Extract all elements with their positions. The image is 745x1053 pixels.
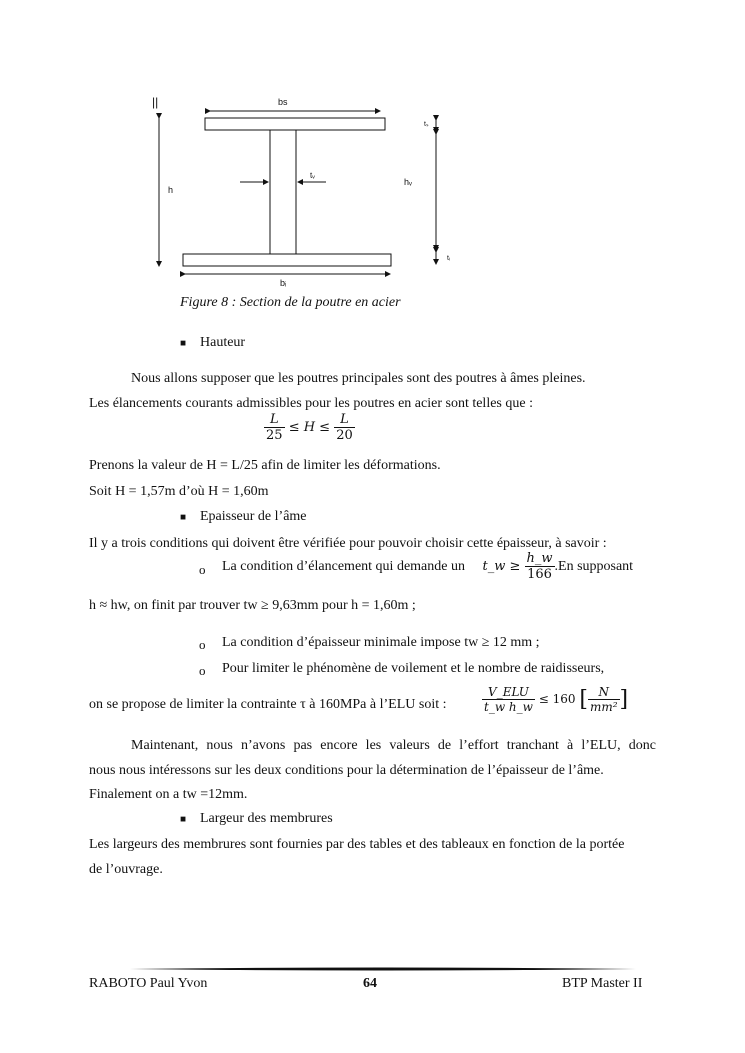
cond1-lhs: t_w ≥ [482,559,521,574]
eq1-den-right: 20 [336,428,353,443]
paragraph-6: h ≈ hw, on finit par trouver tw ≥ 9,63mm pour h = 1,60m ; [89,598,416,613]
footer-author: RABOTO Paul Yvon [89,976,208,991]
h-label: h [168,185,174,195]
circle-bullet-icon: o [199,663,206,678]
top-flange [205,118,385,130]
eq2-unit-num: N [588,686,620,700]
heading-largeur: Largeur des membrures [200,811,333,826]
circle-bullet-icon: o [199,637,206,652]
condition-1 [222,552,633,581]
paragraph-8a: Maintenant, nous n’avons pas encore les valeurs de l’effort tranchant à l’ELU, donc [131,738,656,753]
tw-label: tᵥ [310,171,315,180]
corner-mark: || [152,95,159,109]
eq2-num: V_ELU [482,686,535,700]
paragraph-4: Soit H = 1,57m d’où H = 1,60m [89,484,269,499]
paragraph-1: Nous allons supposer que les poutres principales sont des poutres à âmes pleines. [131,371,586,386]
footer-page-number: 64 [363,976,377,991]
beam-section-figure [150,92,450,292]
condition-1-math [482,552,554,581]
square-bullet-icon: ■ [180,512,187,523]
condition-1-tail: .En supposant [554,558,634,574]
paragraph-9: Finalement on a tw =12mm. [89,787,248,802]
ti-label: tᵢ [446,255,450,262]
paragraph-10a: Les largeurs des membrures sont fournies par des tables et des tableaux en fonction de la portée [89,837,625,852]
eq2-den: t_w h_w [484,700,533,714]
condition-3: Pour limiter le phénomène de voilement et le nombre de raidisseurs, [222,661,605,676]
condition-2: La condition d’épaisseur minimale impose tw ≥ 12 mm ; [222,635,540,650]
paragraph-2: Les élancements courants admissibles pour les poutres en acier sont telles que : [89,396,533,411]
equation-slenderness [264,413,355,442]
cond1-den: 166 [527,567,552,582]
bottom-flange [183,254,391,266]
eq2-rel: ≤ 160 [538,692,576,706]
paragraph-3: Prenons la valeur de H = L/25 afin de limiter les déformations. [89,458,441,473]
square-bullet-icon: ■ [180,338,187,349]
eq1-num-left: L [264,413,285,428]
figure-caption: Figure 8 : Section de la poutre en acier [180,295,401,310]
square-bullet-icon: ■ [180,814,187,825]
eq2-unit-den: mm² [589,700,618,714]
paragraph-7: on se propose de limiter la contrainte τ à 160MPa à l’ELU soit : [89,697,447,712]
bi-label: bᵢ [280,278,287,288]
circle-bullet-icon: o [199,562,206,577]
footer-rule [130,967,640,971]
paragraph-8b: nous nous intéressons sur les deux conditions pour la détermination de l’épaisseur de l’âme. [89,763,604,778]
bracket-open: [ [579,687,588,712]
cond1-num: h_w [526,551,553,566]
bracket-close: ] [619,687,629,712]
eq1-middle: ≤ H ≤ [288,420,331,435]
web [270,130,296,254]
bs-label: bs [278,97,288,107]
eq1-den-left: 25 [266,428,283,443]
eq1-num-right: L [334,413,355,428]
paragraph-10b: de l’ouvrage. [89,862,163,877]
equation-shear [482,686,628,713]
heading-epaisseur: Epaisseur de l’âme [200,509,307,524]
footer-course: BTP Master II [562,976,643,991]
condition-1-text: La condition d’élancement qui demande un [222,558,465,574]
ts-label: tₛ [424,121,429,128]
heading-hauteur: Hauteur [200,335,246,350]
hw-label: hᵥ [404,177,412,187]
paragraph-5: Il y a trois conditions qui doivent être vérifiée pour pouvoir choisir cette épaisseur, à savoir : [89,536,607,551]
